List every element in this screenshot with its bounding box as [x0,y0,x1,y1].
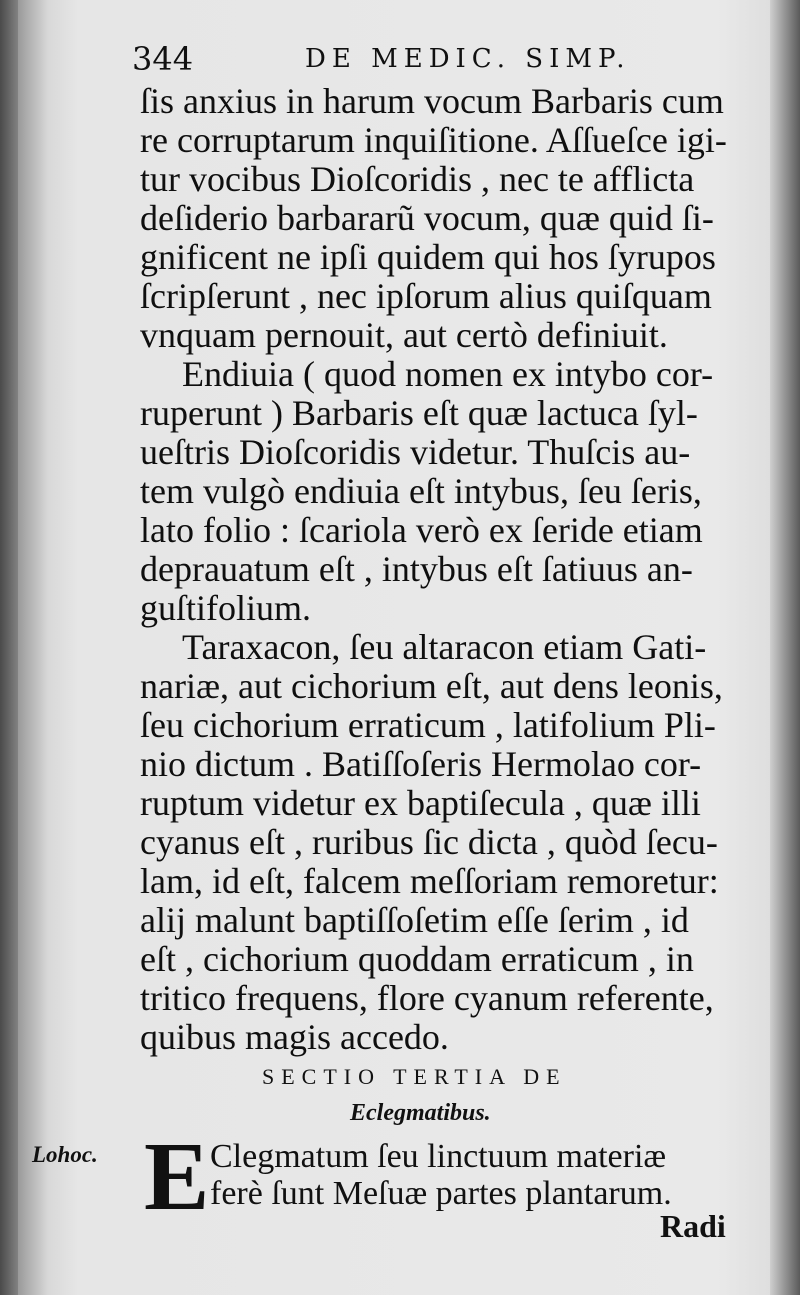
text-line: deprauatum eſt , intybus eſt ſatiuus an- [140,549,693,589]
running-head: DE MEDIC. SIMP. [305,44,631,74]
text-line: vnquam pernouit, aut certò definiuit. [140,315,668,355]
section-heading: SECTIO TERTIA DE [262,1064,567,1089]
text-line: ruptum videtur ex baptiſecula , quæ illi [140,783,701,823]
text-line: alij malunt baptiſſoſetim eſſe ſerim , id [140,900,689,940]
page-number: 344 [132,40,194,78]
text-line: re corruptarum inquiſitione. Aſſueſce igi- [140,120,727,160]
text-line: gnificent ne ipſi quidem qui hos ſyrupos [140,237,716,277]
text-line: tur vocibus Dioſcoridis , nec te afflicta [140,159,695,199]
margin-note: Lohoc. [32,1142,98,1167]
text-line: ſeu cichorium erraticum , latifolium Pli- [140,705,716,745]
paragraph-start: Taraxacon, ſeu altaracon etiam Gati- [182,627,707,667]
body-text [140,82,740,1057]
text-line: nio dictum . Batiſſoſeris Hermolao cor- [140,744,702,784]
text-line: deſiderio barbararũ vocum, quæ quid ſi- [140,198,714,238]
section-subheading: Eclegmatibus. [350,1100,491,1126]
text-line: tem vulgò endiuia eſt intybus, ſeu ſeris, [140,471,702,511]
text-line: nariæ, aut cichorium eſt, aut dens leonis, [140,666,723,706]
page-edge [770,0,800,1295]
text-line: ſis anxius in harum vocum Barbaris cum [140,81,724,121]
text-line: quibus magis accedo. [140,1017,449,1057]
text-line: Clegmatum ſeu linctuum materiæ [210,1138,667,1175]
drop-capital: E [144,1123,210,1231]
text-line: ferè ſunt Meſuæ partes plantarum. [210,1175,672,1212]
text-line: cyanus eſt , ruribus ſic dicta , quòd ſecu- [140,822,718,862]
final-paragraph [210,1138,740,1212]
text-line: eſt , cichorium quoddam erraticum , in [140,939,694,979]
text-line: guſtifolium. [140,588,311,628]
catchword: Radi [660,1208,726,1244]
text-line: ruperunt ) Barbaris eſt quæ lactuca ſyl- [140,393,698,433]
text-line: ueſtris Dioſcoridis videtur. Thuſcis au- [140,432,691,472]
page-header [120,36,740,80]
text-line: lato folio : ſcariola verò ex ſeride etiam [140,510,703,550]
text-line: lam, id eſt, falcem meſſoriam remoretur: [140,861,719,901]
text-line: ſcripſerunt , nec ipſorum alius quiſquam [140,276,712,316]
paragraph-start: Endiuia ( quod nomen ex intybo cor- [182,354,714,394]
text-line: tritico frequens, flore cyanum referente, [140,978,714,1018]
